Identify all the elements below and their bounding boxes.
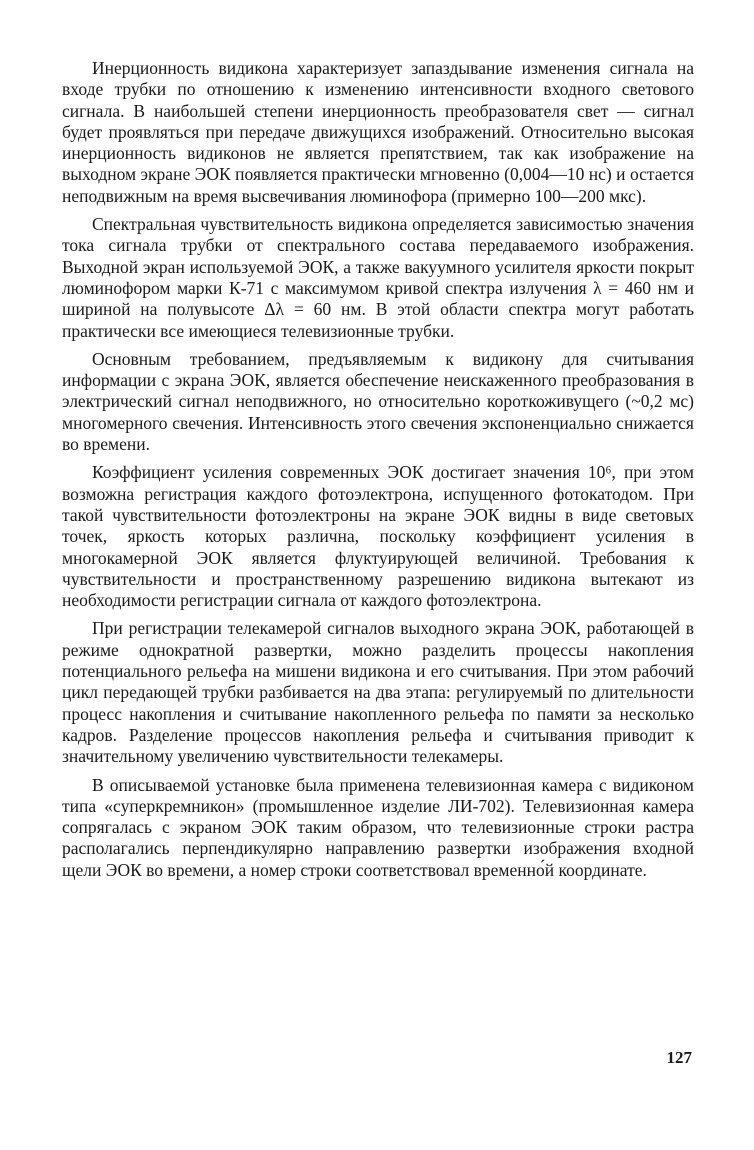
paragraph-5: При регистрации телекамерой сигналов выходного экрана ЭОК, работающей в режиме однократной развертки, можно разделить процессы накопления потенциального рельефа на мишени видикона и его считывания. При этом рабочий цикл передающей трубки разбивается на два этапа: регулируемый по длительности процесс накопления и считывание накопленного рельефа по памяти за несколько кадров. Разделение процессов накопления рельефа и считывания приводит к значительному увеличению чувствительности телекамеры. xyxy=(62,618,694,767)
paragraph-2: Спектральная чувствительность видикона определяется зависимостью значения тока сигнала трубки от спектрального состава передаваемого изображения. Выходной экран используемой ЭОК, а также вакуумного усилителя яркости покрыт люминофором марки К-71 с максимумом кривой спектра излучения λ = 460 нм и шириной на полувысоте Δλ = 60 нм. В этой области спектра могут работать практически все имеющиеся телевизионные трубки. xyxy=(62,214,694,341)
paragraph-3: Основным требованием, предъявляемым к видикону для считывания информации с экрана ЭОК, является обеспечение неискаженного преобразования в электрический сигнал неподвижного, но относительно короткоживущего (~0,2 мс) многомерного свечения. Интенсивность этого свечения экспоненциально снижается во времени. xyxy=(62,348,694,455)
paragraph-6: В описываемой установке была применена телевизионная камера с видиконом типа «суперкремникон» (промышленное изделие ЛИ-702). Телевизионная камера сопрягалась с экраном ЭОК таким образом, что телевизионные строки растра располагались перпендикулярно направлению развертки изображения входной щели ЭОК во времени, а номер строки соответствовал временно́й координате. xyxy=(62,774,694,880)
page-number: 127 xyxy=(666,1048,692,1067)
page-body xyxy=(62,58,694,888)
paragraph-4: Коэффициент усиления современных ЭОК достигает значения 10⁶, при этом возможна регистрация каждого фотоэлектрона, испущенного фотокатодом. При такой чувствительности фотоэлектроны на экране ЭОК видны в виде световых точек, яркость которых различна, поскольку коэффициент усиления в многокамерной ЭОК является флуктуирующей величиной. Требования к чувствительности и пространственному разрешению видикона вытекают из необходимости регистрации сигнала от каждого фотоэлектрона. xyxy=(62,462,694,611)
paragraph-1: Инерционность видикона характеризует запаздывание изменения сигнала на входе трубки по отношению к изменению интенсивности входного светового сигнала. В наибольшей степени инерционность преобразователя свет — сигнал будет проявляться при передаче движущихся изображений. Относительно высокая инерционность видиконов не является препятствием, так как изображение на выходном экране ЭОК появляется практически мгновенно (0,004—10 нс) и остается неподвижным на время высвечивания люминофора (примерно 100—200 мкс). xyxy=(62,58,694,206)
